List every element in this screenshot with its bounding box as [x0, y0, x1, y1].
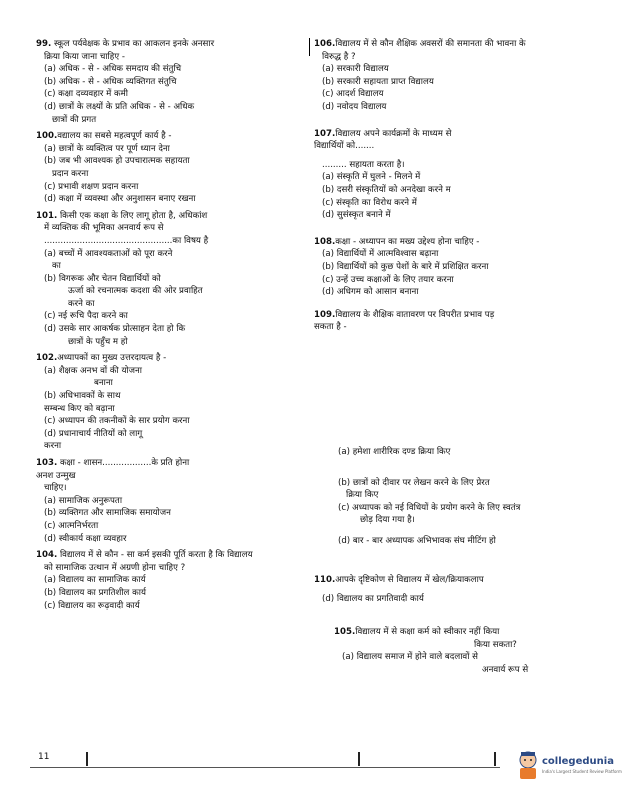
option-b: (b) सरकारी सहायता प्राप्त विद्यालय — [322, 76, 434, 87]
brand-tagline: India's Largest Student Review Platform — [542, 769, 622, 774]
page-number: 11 — [38, 752, 50, 762]
question-108 — [314, 236, 584, 299]
option-a: (a) सरकारी विद्यालय — [322, 64, 389, 75]
question-text: सकता है - — [314, 322, 347, 333]
option-a: (a) शैक्षक अनभ वों की योजना — [44, 365, 143, 376]
question-number: 108. — [314, 236, 336, 247]
option-d: (d) प्रधानाचार्य नीतियों को लागू — [44, 428, 143, 439]
question-110 — [314, 574, 594, 605]
option-a: (a) छात्रों के व्यक्तित्व पर पूर्ण ध्यान देना — [44, 143, 170, 154]
mascot-icon — [516, 750, 540, 780]
option-a: (a) हमेशा शारीरिक दण्ड क्रिया किए — [338, 447, 451, 457]
question-text: विद्यालय में से कौन - सा कर्म इसकी पूर्ति करता है कि विद्यालय — [59, 550, 253, 561]
option-c: (c) विद्यालय का रूढ़वादी कार्य — [44, 600, 140, 611]
option-a: (a) संस्कृति में घुलने - मिलने में — [322, 172, 421, 183]
option-b-cont: ऊर्जा को रचनात्मक कदशा की ओर प्रवाहित — [68, 286, 203, 297]
question-text: में व्यक्तिक की भूमिका अनवार्य रूप से — [44, 223, 164, 234]
option-d-cont: छात्रों के पहुँच म हो — [68, 336, 128, 347]
option-d: (d) विद्यालय का प्रगतिवादी कार्य — [322, 593, 424, 604]
option-c: (c) उन्हें उच्च कक्षाओं के लिए तयार करना — [322, 274, 454, 285]
question-104 — [36, 549, 306, 612]
option-b-cont: सम्बन्ध किए को बढ़ाना — [44, 403, 115, 414]
question-number: 110. — [314, 575, 336, 585]
option-b: (b) छात्रों को दीवार पर लेखन करने के लिए प्रेरत — [338, 477, 490, 488]
question-number: 104. — [36, 550, 58, 561]
question-text: कक्षा - शासन..................के प्रति होना — [59, 458, 190, 468]
option-intro: ......... सहायता करता है। — [322, 159, 405, 170]
question-number: 100. — [36, 131, 58, 142]
option-d: (d) कक्षा में व्यवस्था और अनुशासन बनाए रखना — [44, 194, 196, 205]
question-text: अध्यापकों का मुख्य उत्तरदायत्व है - — [57, 353, 167, 364]
option-a: (a) बच्चों में आवश्यकताओं को पूरा करने — [44, 248, 173, 259]
option-c-cont: छोड़ दिया गया है। — [360, 515, 415, 526]
left-column — [36, 38, 306, 612]
question-107 — [314, 128, 584, 222]
question-text: किया सकता? — [474, 639, 517, 650]
option-b: (b) अधिभावकों के साथ — [44, 391, 121, 402]
question-number: 99. — [36, 39, 52, 49]
option-d-cont: छात्रों की प्रगत — [52, 114, 97, 125]
question-text: क्रिया किया जाना चाहिए - — [44, 51, 125, 62]
question-number: 105. — [334, 627, 356, 637]
option-c: (c) अध्यापक को नई विधियों के प्रयोग करने के लिए स्वतंत्र — [338, 502, 521, 513]
option-a: (a) विद्यार्थियों में आत्मविश्वास बढ़ाना — [322, 249, 439, 260]
question-number: 107. — [314, 128, 336, 139]
option-b: (b) विद्यालय का प्रगतिशील कार्य — [44, 587, 146, 598]
question-text: कक्षा - अध्यापन का मख्य उद्देश्य होना चाहिए - — [335, 236, 480, 247]
option-d: (d) उसके सार आकर्षक प्रोत्साहन देता हो कि — [44, 324, 186, 335]
option-b: (b) अधिक - से - अधिक व्यक्तिगत संतुचि — [44, 76, 177, 87]
option-b: (b) विद्यार्थियों को कुछ पेशों के बारे में प्रशिक्षित करना — [322, 261, 489, 272]
option-c: (c) संस्कृति का विरोध करने में — [322, 197, 417, 208]
question-number: 103. — [36, 458, 58, 468]
question-text: विद्यालय अपने कार्यक्रमों के माध्यम से — [335, 128, 452, 139]
option-b: (b) व्यक्तिगत और सामाजिक समायोजन — [44, 508, 171, 519]
question-103 — [36, 457, 306, 545]
question-106 — [314, 38, 584, 114]
option-d: (d) अधिगम को आसान बनाना — [322, 287, 419, 298]
option-a: (a) सामाजिक अनुरूपता — [44, 495, 123, 506]
option-c: (c) नई रूचि पैदा करने का — [44, 311, 128, 322]
question-text: विद्यार्थियों को....... — [314, 141, 375, 152]
option-b: (b) विगरूक और चेतन विद्यार्थियों को — [44, 273, 161, 284]
option-b: (b) दसरी संस्कृतियों को अनदेखा करने म — [322, 184, 451, 195]
question-text: स्कूल पर्यवेक्षक के प्रभाव का आकलन इनके अनसार — [53, 39, 215, 49]
footer-divider — [494, 752, 496, 766]
column-divider — [309, 38, 310, 56]
question-text: विद्यालय में से कौन शैक्षिक अवसरों की समानता की भावना के — [335, 39, 526, 49]
question-text: ...............................................का विषय है — [44, 235, 209, 246]
option-b: (b) जब भी आवश्यक हो उपचारात्मक सहायता — [44, 156, 190, 167]
question-99 — [36, 38, 306, 126]
footer-rule — [30, 767, 500, 768]
footer-divider — [358, 752, 360, 766]
option-a: (a) अधिक - से - अधिक समदाय की संतुचि — [44, 64, 182, 75]
option-b-cont: क्रिया किए — [346, 490, 379, 501]
question-text: विद्यालय में से कक्षा कर्म को स्वीकार नहीं किया — [355, 627, 500, 637]
question-number: 109. — [314, 309, 336, 320]
brand-name: collegedunia — [542, 756, 614, 767]
option-a: (a) विद्यालय का सामाजिक कार्य — [44, 575, 146, 586]
option-b-cont: प्रदान करना — [52, 168, 89, 179]
option-d: (d) नवोदय विद्यालय — [322, 101, 387, 112]
option-d: (d) सुसंस्कृत बनाने में — [322, 210, 391, 221]
question-text: को सामाजिक उत्थान में अग्रणी होना चाहिए ? — [44, 562, 186, 573]
option-a-cont: बनाना — [94, 378, 113, 389]
question-102 — [36, 352, 306, 453]
question-text: विरुद्ध है ? — [322, 51, 356, 62]
question-100 — [36, 130, 306, 206]
option-c: (c) आत्मनिर्भरता — [44, 520, 99, 531]
question-text: आपके दृष्टिकोण से विद्यालय में खेल/क्रियाकलाप — [335, 575, 484, 585]
option-d: (d) स्वीकार्य कक्षा व्यवहार — [44, 533, 127, 544]
option-c: (c) प्रभावी शक्षण प्रदान करना — [44, 181, 139, 192]
question-number: 106. — [314, 39, 336, 49]
question-text: चाहिए। — [44, 483, 67, 494]
question-text: अनश उन्मुख — [36, 470, 76, 481]
option-c: (c) अध्यापन की तकनीकों के सार प्रयोग करना — [44, 416, 190, 427]
option-c: (c) आदर्श विद्यालय — [322, 89, 384, 100]
question-105 — [334, 626, 596, 676]
right-column-bottom — [330, 446, 592, 548]
collegedunia-logo — [516, 748, 622, 792]
option-d: (d) बार - बार अध्यापक अभिभावक संघ मीटिंग हो — [338, 535, 496, 546]
question-text: विद्यालय के शैक्षिक वातावरण पर विपरीत प्रभाव पड़ — [335, 309, 495, 320]
option-c: (c) कक्षा दव्यवहार में कमी — [44, 89, 129, 100]
option-a-cont: का — [52, 261, 61, 272]
question-text: किसी एक कक्षा के लिए लागू होता है, अधिकांश — [59, 210, 208, 221]
footer-divider — [86, 752, 88, 766]
question-number: 102. — [36, 353, 58, 364]
question-109 — [314, 309, 584, 334]
question-109-options — [330, 446, 592, 548]
option-a-cont: अनवार्य रूप से — [482, 664, 529, 675]
option-d-cont: करना — [44, 441, 62, 452]
question-number: 101. — [36, 210, 58, 221]
right-column-top — [314, 38, 584, 334]
option-b-cont: करने का — [68, 298, 95, 309]
option-a: (a) विद्यालय समाज में होने वाले बदलावों से — [342, 652, 478, 663]
option-d: (d) छात्रों के लक्ष्यों के प्रति अधिक - से - अधिक — [44, 101, 195, 112]
question-101 — [36, 210, 306, 349]
question-text: वद्यालय का सबसे महत्वपूर्ण कार्य है - — [57, 131, 172, 142]
